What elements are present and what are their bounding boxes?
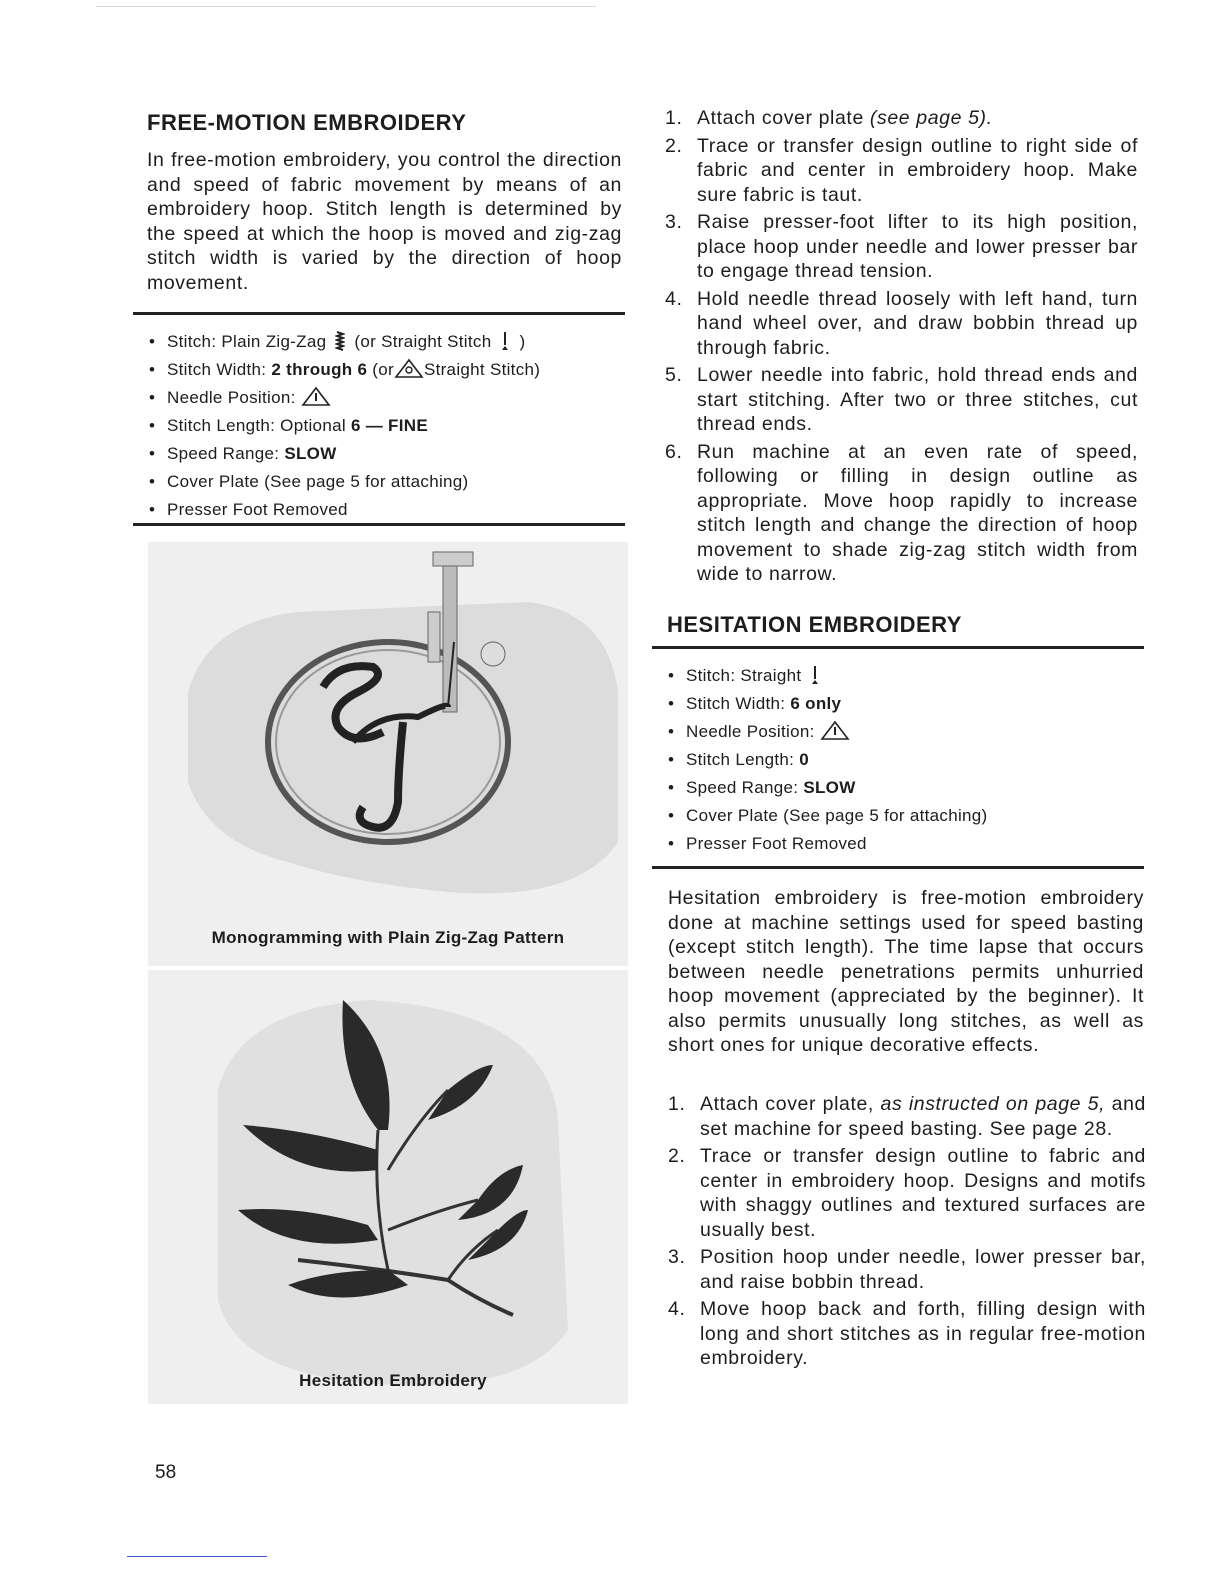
setting-length-label: Stitch Length: xyxy=(686,750,795,769)
needle-position-icon xyxy=(394,358,424,378)
divider xyxy=(133,523,625,526)
step-text-continued: and set machine for speed basting. See page 28. xyxy=(700,1093,1147,1140)
scan-edge-line xyxy=(96,6,596,7)
step-text: Attach cover plate, xyxy=(700,1093,874,1115)
step-text: Lower needle into fabric, hold thread ends and start stitching. After two or three stitches, cut thread ends. xyxy=(697,364,1138,435)
step-text: Position hoop under needle, lower presser bar, and raise bobbin thread. xyxy=(700,1246,1146,1293)
monogram-caption: Monogramming with Plain Zig-Zag Pattern xyxy=(211,928,565,947)
hesitation-heading: HESITATION EMBROIDERY xyxy=(667,612,962,637)
setting-width-alt-open: (or xyxy=(372,360,394,379)
step-reference: as instructed on page 5, xyxy=(880,1093,1106,1115)
setting-needle-label: Needle Position: xyxy=(167,388,296,407)
setting-speed-label: Speed Range: xyxy=(686,778,799,797)
step xyxy=(665,440,1138,587)
setting-width-label: Stitch Width: xyxy=(167,360,267,379)
setting-length xyxy=(666,746,988,774)
setting-speed-value: SLOW xyxy=(284,444,337,463)
hesitation-caption: Hesitation Embroidery xyxy=(299,1371,487,1390)
step-text: Move hoop back and forth, filling design with long and short stitches as in regular free-motion embroidery. xyxy=(700,1298,1146,1369)
step xyxy=(668,1245,1146,1294)
divider xyxy=(652,646,1144,649)
center-needle-position-icon xyxy=(820,720,850,740)
monogram-hoop-illustration xyxy=(148,542,628,966)
hesitation-intro: Hesitation embroidery is free-motion embroidery done at machine settings used for speed basting (except stitch length). The time lapse that occurs between needle penetrations permits unhurried hoop movement (appreciated by the beginner). It also permits unusually long stitches, as well as short ones for unique decorative effects. xyxy=(668,887,1144,1056)
setting-needle xyxy=(147,384,540,412)
step xyxy=(665,210,1138,284)
step-text: Raise presser-foot lifter to its high position, place hoop under needle and lower presser bar to engage thread tension. xyxy=(697,211,1138,282)
page-number: 58 xyxy=(155,1462,177,1483)
step-number: 1. xyxy=(665,107,683,129)
free-motion-settings-list xyxy=(147,328,540,524)
setting-speed xyxy=(147,440,540,468)
setting-width xyxy=(666,690,988,718)
step xyxy=(665,287,1138,361)
setting-stitch-alt: (or Straight Stitch xyxy=(354,332,492,351)
step xyxy=(665,134,1138,208)
zigzag-stitch-icon xyxy=(335,330,345,352)
leaf-branch-illustration xyxy=(148,970,628,1404)
step-text: Run machine at an even rate of speed, following or filling in design outline as appropriate. Move hoop rapidly to increase stitch length and change the direction of hoop movement to shade zig-zag stitch width from wide to narrow. xyxy=(697,440,1138,585)
setting-width-label: Stitch Width: xyxy=(686,694,786,713)
hesitation-settings-list xyxy=(666,662,988,858)
setting-speed-label: Speed Range: xyxy=(167,444,280,463)
step-reference: (see page 5). xyxy=(869,107,993,129)
step-number: 1. xyxy=(668,1093,686,1115)
step xyxy=(665,363,1138,437)
step-text: Attach cover plate xyxy=(697,107,864,129)
step-text: Hold needle thread loosely with left hand, turn hand wheel over, and draw bobbin thread up through fabric. xyxy=(697,287,1138,359)
setting-stitch-label: Stitch: Straight xyxy=(686,666,802,685)
setting-needle xyxy=(666,718,988,746)
setting-speed xyxy=(666,774,988,802)
setting-stitch-label: Stitch: Plain Zig-Zag xyxy=(167,332,327,351)
step-number: 2. xyxy=(668,1145,686,1167)
step-number: 3. xyxy=(665,211,683,233)
setting-presser-foot-text: Presser Foot Removed xyxy=(686,834,867,853)
setting-cover-plate-text: Cover Plate (See page 5 for attaching) xyxy=(686,806,988,825)
step-text: Trace or transfer design outline to fabric and center in embroidery hoop. Designs and motifs with shaggy outlines and textured surfaces are usually best. xyxy=(700,1145,1146,1241)
step-number: 6. xyxy=(665,440,683,463)
step-text: Trace or transfer design outline to right side of fabric and center in embroidery hoop. Make sure fabric is taut. xyxy=(697,134,1138,206)
step-number: 4. xyxy=(665,287,683,310)
monogram-figure xyxy=(148,542,628,966)
free-motion-steps xyxy=(665,106,1138,587)
setting-stitch-alt-close: ) xyxy=(519,332,526,351)
setting-width xyxy=(147,356,540,384)
straight-stitch-icon xyxy=(810,664,820,686)
step-number: 4. xyxy=(668,1298,686,1320)
setting-speed-value: SLOW xyxy=(803,778,856,797)
setting-stitch xyxy=(666,662,988,690)
step xyxy=(665,106,1138,131)
divider xyxy=(652,866,1144,869)
step-number: 3. xyxy=(668,1246,686,1268)
setting-width-value: 2 through 6 xyxy=(271,360,368,379)
hesitation-figure xyxy=(148,970,628,1404)
setting-length-value: 0 xyxy=(799,750,809,769)
setting-cover-plate xyxy=(666,802,988,830)
free-motion-heading: FREE-MOTION EMBROIDERY xyxy=(147,110,467,135)
setting-cover-plate-text: Cover Plate (See page 5 for attaching) xyxy=(167,472,469,491)
step-number: 5. xyxy=(665,364,683,386)
setting-width-value: 6 only xyxy=(790,694,842,713)
setting-length xyxy=(147,412,540,440)
setting-stitch xyxy=(147,328,540,356)
setting-length-value: 6 — FINE xyxy=(350,416,428,435)
center-needle-position-icon xyxy=(301,386,331,406)
setting-needle-label: Needle Position: xyxy=(686,722,815,741)
scan-edge-link xyxy=(127,1556,267,1557)
step xyxy=(668,1297,1146,1371)
setting-cover-plate xyxy=(147,468,540,496)
setting-presser-foot xyxy=(147,496,540,524)
setting-length-label: Stitch Length: Optional xyxy=(167,416,346,435)
setting-width-alt: Straight Stitch) xyxy=(423,360,541,379)
step xyxy=(668,1092,1146,1141)
step xyxy=(668,1144,1146,1242)
free-motion-intro: In free-motion embroidery, you control the direction and speed of fabric movement by means of an embroidery hoop. Stitch length is determined by the speed at which the hoop is moved and zig-zag stitch width is varied by the direction of hoop movement. xyxy=(147,149,622,294)
setting-presser-foot xyxy=(666,830,988,858)
divider xyxy=(133,312,625,315)
hesitation-steps xyxy=(668,1092,1146,1371)
step-number: 2. xyxy=(665,134,683,157)
setting-presser-foot-text: Presser Foot Removed xyxy=(167,500,348,519)
straight-stitch-icon xyxy=(500,330,510,352)
